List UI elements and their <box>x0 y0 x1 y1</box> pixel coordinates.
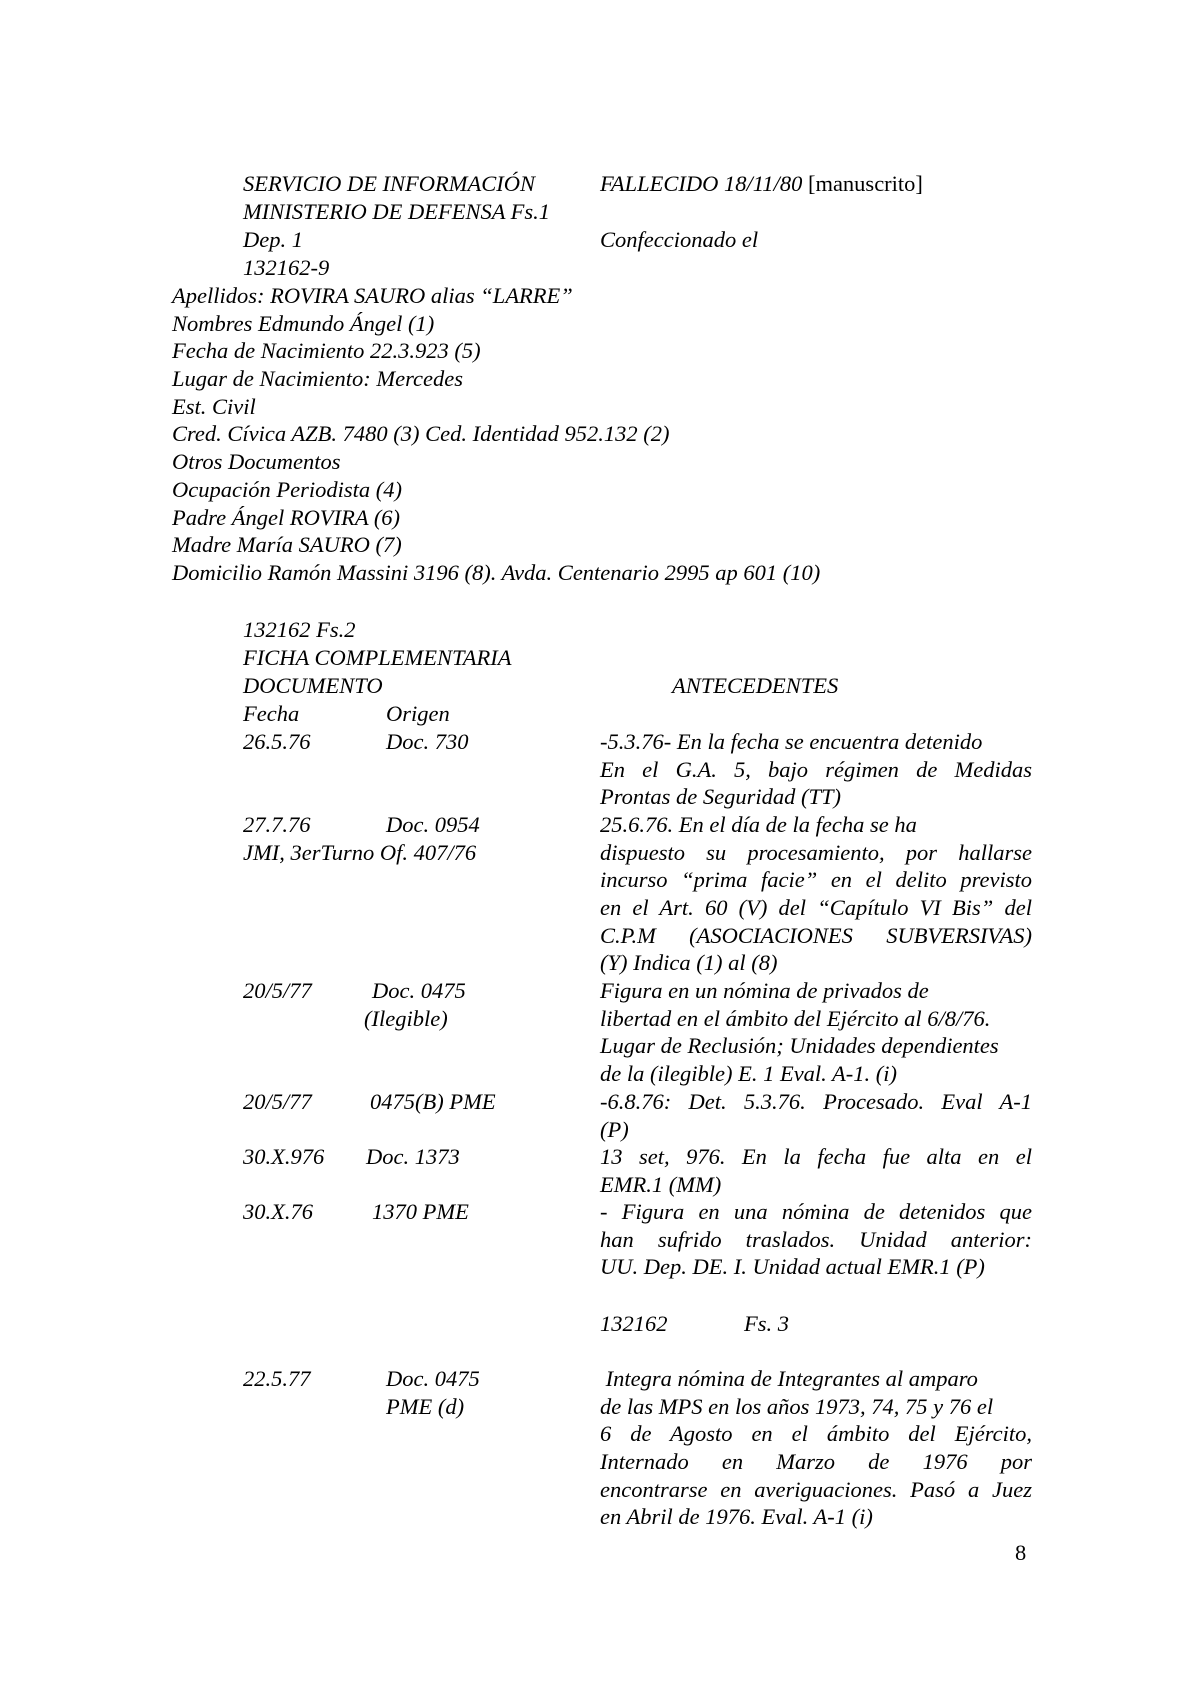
entry-antecedentes <box>600 1088 1032 1143</box>
personal-line: Fecha de Nacimiento 22.3.923 (5) <box>172 338 481 364</box>
entry-fecha: 22.5.77 <box>243 1366 311 1391</box>
antecedente-line: Integra nómina de Integrantes al amparo <box>600 1366 978 1391</box>
antecedente-line: han sufrido traslados. Unidad anterior: <box>600 1226 1032 1252</box>
antecedente-line: -5.3.76- En la fecha se encuentra detenido <box>600 729 983 754</box>
header-dep: Dep. 1 <box>243 227 303 252</box>
entry-antecedentes <box>600 811 1032 977</box>
antecedente-line: en el Art. 60 (V) del “Capítulo VI Bis” del <box>600 895 1032 921</box>
antecedente-line: incurso “prima facie” en el delito previsto <box>600 867 1032 893</box>
entry-origen: 0475(B) PME <box>370 1089 496 1114</box>
antecedente-line: -6.8.76: Det. 5.3.76. Procesado. Eval A-1 <box>600 1089 1032 1114</box>
fs3-label: Fs. 3 <box>744 1311 789 1336</box>
entry-fecha: 27.7.76 <box>243 812 311 837</box>
antecedente-line: de la (ilegible) E. 1 Eval. A-1. (i) <box>600 1061 897 1087</box>
entry-origen: Doc. 0475 <box>386 1366 480 1391</box>
antecedente-line: dispuesto su procesamiento, por hallarse <box>600 839 1032 865</box>
antecedente-line: Internado en Marzo de 1976 por <box>600 1449 1032 1475</box>
antecedente-line: encontrarse en averiguaciones. Pasó a Juez <box>600 1476 1032 1502</box>
header-service: SERVICIO DE INFORMACIÓN <box>243 171 536 196</box>
antecedente-line: 6 de Agosto en el ámbito del Ejército, <box>600 1421 1032 1447</box>
personal-line: Padre Ángel ROVIRA (6) <box>172 504 401 530</box>
col-origen: Origen <box>386 701 450 726</box>
entry-fecha: 20/5/77 <box>243 1089 312 1114</box>
personal-line: Madre María SAURO (7) <box>172 532 402 558</box>
antecedente-line: libertad en el ámbito del Ejército al 6/8/76. <box>600 1005 991 1031</box>
entry-antecedentes <box>600 1198 1032 1281</box>
antecedente-line: en Abril de 1976. Eval. A-1 (i) <box>600 1504 873 1530</box>
entry-extra-left: JMI, 3erTurno Of. 407/76 <box>243 840 477 865</box>
page-number: 8 <box>1015 1540 1027 1565</box>
personal-line: Lugar de Nacimiento: Mercedes <box>172 366 463 392</box>
antecedente-line: de las MPS en los años 1973, 74, 75 y 76 el <box>600 1393 994 1419</box>
entry-origen: Doc. 730 <box>386 729 469 754</box>
personal-line: Otros Documentos <box>172 449 341 475</box>
col-antecedentes: ANTECEDENTES <box>672 673 839 698</box>
antecedente-line: (Y) Indica (1) al (8) <box>600 950 778 976</box>
header-confeccionado: Confeccionado el <box>600 227 759 252</box>
entry-antecedentes <box>600 728 1032 811</box>
antecedente-line: Lugar de Reclusión; Unidades dependientes <box>600 1033 999 1059</box>
header-status <box>600 170 923 198</box>
antecedente-line: C.P.M (ASOCIACIONES SUBVERSIVAS) <box>600 922 1032 948</box>
deceased-note: FALLECIDO 18/11/80 <box>600 171 803 196</box>
antecedente-line: Prontas de Seguridad (TT) <box>600 784 842 810</box>
entry-fecha: 20/5/77 <box>243 978 312 1003</box>
personal-line: Nombres Edmundo Ángel (1) <box>172 310 435 336</box>
fs3-ref: 132162 <box>600 1311 668 1336</box>
antecedente-line: - Figura en una nómina de detenidos que <box>600 1199 1032 1224</box>
personal-line: Cred. Cívica AZB. 7480 (3) Ced. Identidad 952.132 (2) <box>172 421 670 447</box>
col-documento: DOCUMENTO <box>243 673 383 698</box>
entry-origen-2: PME (d) <box>386 1394 465 1419</box>
entry-origen: Doc. 1373 <box>366 1144 460 1169</box>
ficha-ref: 132162 Fs.2 <box>243 617 356 642</box>
entry-fecha: 30.X.76 <box>243 1199 313 1224</box>
personal-line: Ocupación Periodista (4) <box>172 476 402 502</box>
antecedente-line: (P) <box>600 1116 629 1142</box>
personal-line: Domicilio Ramón Massini 3196 (8). Avda. Centenario 2995 ap 601 (10) <box>172 559 821 585</box>
personal-line: Est. Civil <box>172 393 256 419</box>
entry-origen: Doc. 0475 <box>372 978 466 1003</box>
entry-fecha: 26.5.76 <box>243 729 311 754</box>
antecedente-line: En el G.A. 5, bajo régimen de Medidas <box>600 756 1032 782</box>
entry-antecedentes <box>600 1143 1032 1198</box>
antecedente-line: Figura en un nómina de privados de <box>600 978 929 1003</box>
entry-antecedentes <box>600 1365 1032 1531</box>
entry-origen-2: (Ilegible) <box>364 1006 448 1031</box>
personal-data <box>172 282 820 587</box>
ficha-title: FICHA COMPLEMENTARIA <box>243 645 512 670</box>
entry-fecha: 30.X.976 <box>243 1144 325 1169</box>
antecedente-line: 25.6.76. En el día de la fecha se ha <box>600 812 917 837</box>
entry-origen: Doc. 0954 <box>386 812 480 837</box>
antecedente-line: EMR.1 (MM) <box>600 1171 722 1197</box>
entry-antecedentes <box>600 977 1032 1088</box>
entry-origen: 1370 PME <box>372 1199 469 1224</box>
header-file-number: 132162-9 <box>243 255 330 280</box>
antecedente-line: 13 set, 976. En la fecha fue alta en el <box>600 1144 1032 1169</box>
header-ministry: MINISTERIO DE DEFENSA Fs.1 <box>243 199 551 224</box>
col-fecha: Fecha <box>243 701 300 726</box>
antecedente-line: UU. Dep. DE. I. Unidad actual EMR.1 (P) <box>600 1254 985 1280</box>
personal-line: Apellidos: ROVIRA SAURO alias “LARRE” <box>172 283 573 308</box>
handwritten-note: [manuscrito] <box>807 171 923 196</box>
